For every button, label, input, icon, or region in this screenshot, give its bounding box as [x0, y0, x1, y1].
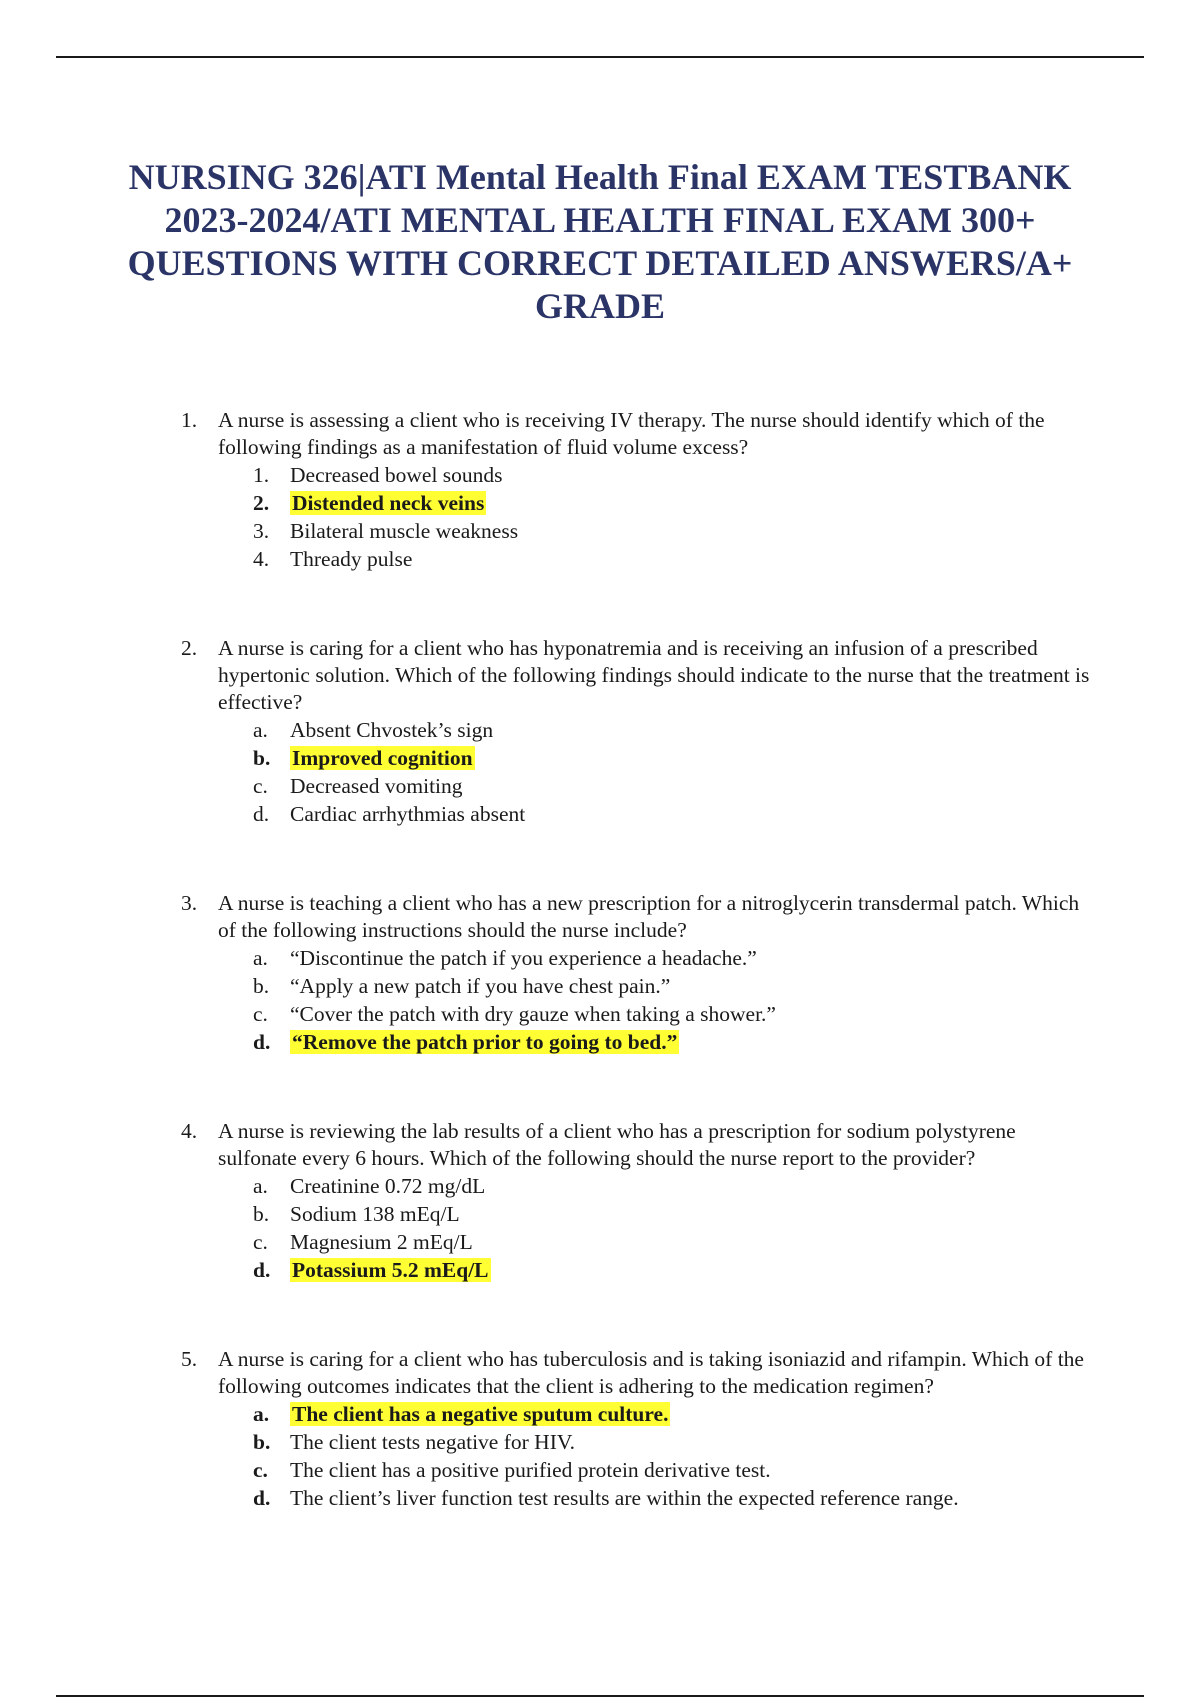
document-title: NURSING 326|ATI Mental Health Final EXAM TESTBANK 2023-2024/ATI MENTAL HEALTH FINAL EXAM 300+ QUESTIONS WITH CORRECT DETAILED ANSWERS/A+ GRADE	[127, 157, 1073, 326]
option-text: Cardiac arrhythmias absent	[290, 802, 526, 826]
option-text: Bilateral muscle weakness	[290, 519, 519, 543]
option-marker: a.	[253, 946, 268, 970]
option-marker: a.	[253, 718, 268, 742]
option-marker: d.	[253, 802, 270, 826]
option-marker: c.	[253, 1002, 268, 1026]
answer-option	[218, 972, 1090, 1000]
option-text: Thready pulse	[290, 547, 413, 571]
answer-option	[218, 1228, 1090, 1256]
option-text: The client’s liver function test results are within the expected reference range.	[290, 1486, 959, 1510]
option-marker: 2.	[253, 491, 270, 515]
answer-option	[218, 1428, 1090, 1456]
answer-option	[218, 545, 1090, 573]
question-list	[0, 407, 1200, 1574]
top-rule	[56, 56, 1144, 58]
correct-answer-highlight: The client has a negative sputum culture.	[292, 1402, 669, 1426]
correct-answer-highlight: Distended neck veins	[292, 491, 485, 515]
option-text: Magnesium 2 mEq/L	[290, 1230, 473, 1254]
option-marker: b.	[253, 974, 270, 998]
answer-option	[218, 1000, 1090, 1028]
bottom-rule	[56, 1695, 1144, 1697]
option-marker: 3.	[253, 519, 270, 543]
option-text: Creatinine 0.72 mg/dL	[290, 1174, 486, 1198]
option-marker: c.	[253, 774, 268, 798]
correct-answer-highlight: Improved cognition	[292, 746, 473, 770]
option-marker: c.	[253, 1458, 268, 1482]
question-number: 5.	[181, 1347, 198, 1371]
option-marker: a.	[253, 1174, 268, 1198]
correct-answer-highlight: Potassium 5.2 mEq/L	[292, 1258, 489, 1282]
answer-option	[218, 944, 1090, 972]
answer-options	[218, 461, 1090, 573]
answer-option	[218, 800, 1090, 828]
answer-option-correct	[218, 1256, 1090, 1284]
answer-option	[218, 772, 1090, 800]
answer-option	[218, 1484, 1090, 1512]
option-marker: d.	[253, 1258, 271, 1282]
question-item-2	[0, 635, 1200, 828]
answer-options	[218, 1172, 1090, 1284]
option-text: Sodium 138 mEq/L	[290, 1202, 460, 1226]
answer-option	[218, 1172, 1090, 1200]
question-text: A nurse is reviewing the lab results of a client who has a prescription for sodium polystyrene sulfonate every 6 hours. Which of the following should the nurse report to the provider?	[218, 1119, 1016, 1170]
option-marker: b.	[253, 1202, 270, 1226]
option-text: “Apply a new patch if you have chest pain.”	[290, 974, 671, 998]
answer-option-correct	[218, 1400, 1090, 1428]
question-item-3	[0, 890, 1200, 1056]
question-item-1	[0, 407, 1200, 573]
option-text: “Cover the patch with dry gauze when taking a shower.”	[290, 1002, 776, 1026]
answer-option	[218, 1200, 1090, 1228]
answer-option	[218, 716, 1090, 744]
option-marker: 4.	[253, 547, 270, 571]
question-number: 1.	[181, 408, 198, 432]
answer-option	[218, 517, 1090, 545]
question-number: 2.	[181, 636, 198, 660]
option-marker: a.	[253, 1402, 270, 1426]
question-text: A nurse is assessing a client who is receiving IV therapy. The nurse should identify which of the following findings as a manifestation of fluid volume excess?	[218, 408, 1045, 459]
question-text: A nurse is caring for a client who has hyponatremia and is receiving an infusion of a prescribed hypertonic solution. Which of the following findings should indicate to the nurse that the treatment is effective?	[218, 636, 1090, 714]
option-text: “Discontinue the patch if you experience a headache.”	[290, 946, 757, 970]
question-text: A nurse is caring for a client who has tuberculosis and is taking isoniazid and rifampin. Which of the following outcomes indicates that the client is adhering to the medication regimen?	[218, 1347, 1084, 1398]
option-marker: d.	[253, 1486, 271, 1510]
option-marker: c.	[253, 1230, 268, 1254]
correct-answer-highlight: “Remove the patch prior to going to bed.”	[292, 1030, 678, 1054]
question-item-5	[0, 1346, 1200, 1512]
answer-options	[218, 1400, 1090, 1512]
option-text: Absent Chvostek’s sign	[290, 718, 494, 742]
answer-option	[218, 461, 1090, 489]
answer-option-correct	[218, 489, 1090, 517]
question-item-4	[0, 1118, 1200, 1284]
option-text: The client has a positive purified protein derivative test.	[290, 1458, 771, 1482]
answer-option	[218, 1456, 1090, 1484]
question-text: A nurse is teaching a client who has a new prescription for a nitroglycerin transdermal patch. Which of the following instructions should the nurse include?	[218, 891, 1080, 942]
option-text: Decreased vomiting	[290, 774, 463, 798]
option-marker: b.	[253, 1430, 271, 1454]
answer-options	[218, 944, 1090, 1056]
option-marker: 1.	[253, 463, 270, 487]
answer-option-correct	[218, 744, 1090, 772]
option-text: Decreased bowel sounds	[290, 463, 503, 487]
answer-option-correct	[218, 1028, 1090, 1056]
question-number: 4.	[181, 1119, 198, 1143]
option-marker: b.	[253, 746, 271, 770]
answer-options	[218, 716, 1090, 828]
option-marker: d.	[253, 1030, 271, 1054]
question-number: 3.	[181, 891, 198, 915]
option-text: The client tests negative for HIV.	[290, 1430, 575, 1454]
